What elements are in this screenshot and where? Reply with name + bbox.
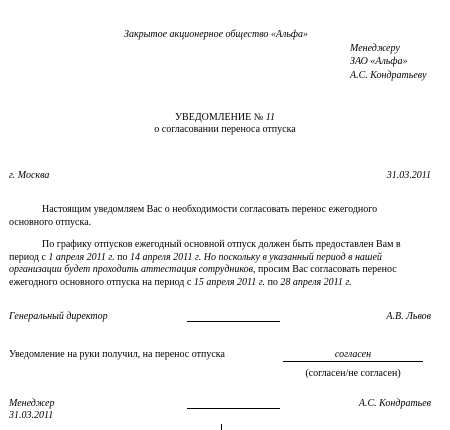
p2-date-end: 14 апреля 2011 г.: [129, 251, 202, 263]
receipt-answer-line: [283, 361, 423, 362]
p2-reason-end: организации будет проходить аттестация сотрудников: [9, 264, 253, 275]
employee-date: 31.03.2011: [9, 410, 54, 421]
paragraph-2-line-3: [9, 264, 397, 276]
p2-text: ежегодного основного отпуска на период с: [9, 276, 194, 288]
p2-text: по: [265, 276, 281, 288]
director-position: Генеральный директор: [9, 311, 108, 322]
director-signature-line: [187, 321, 280, 322]
place: г. Москва: [9, 170, 50, 181]
title-prefix: УВЕДОМЛЕНИЕ №: [174, 112, 266, 123]
p2-reason-start: Но поскольку в указанный период в нашей: [201, 251, 382, 263]
document-subtitle: о согласовании переноса отпуска: [154, 124, 296, 135]
paragraph-2-line-4: [9, 277, 352, 289]
paragraph-1-line-1: Настоящим уведомляем Вас о необходимости согласовать перенос ежегодного: [42, 204, 378, 215]
p2-text: , просим Вас согласовать перенос: [253, 264, 397, 275]
receipt-hint: (согласен/не согласен): [305, 368, 401, 379]
p2-new-end: 28 апреля 2011 г.: [280, 276, 352, 288]
p2-date-start: 1 апреля 2011 г.: [48, 251, 115, 263]
paragraph-2-line-1: По графику отпусков ежегодный основной отпуск должен быть предоставлен Вам в: [42, 239, 401, 250]
p2-new-start: 15 апреля 2011 г.: [193, 276, 266, 288]
recipient-position: Менеджеру: [350, 43, 400, 54]
document-date: 31.03.2011: [386, 170, 431, 181]
receipt-answer: согласен: [334, 349, 372, 360]
title-number: 11: [265, 112, 276, 123]
recipient-name: А.С. Кондратьеву: [350, 70, 427, 81]
organization-name: Закрытое акционерное общество «Альфа»: [124, 29, 309, 40]
employee-position: Менеджер: [9, 398, 55, 409]
employee-signature-line: [187, 408, 280, 409]
receipt-text: Уведомление на руки получил, на перенос отпуска: [9, 349, 225, 360]
employee-name: А.С. Кондратьев: [358, 398, 431, 409]
page-crease-mark: [221, 424, 222, 430]
document-title: [0, 112, 450, 124]
p2-text: период с: [9, 251, 49, 263]
p2-text: по: [114, 251, 130, 263]
paragraph-1-line-2: основного отпуска.: [9, 216, 92, 228]
director-name: А.В. Львов: [386, 311, 431, 322]
recipient-company: ЗАО «Альфа»: [350, 56, 408, 67]
paragraph-2-line-2: [9, 252, 382, 264]
